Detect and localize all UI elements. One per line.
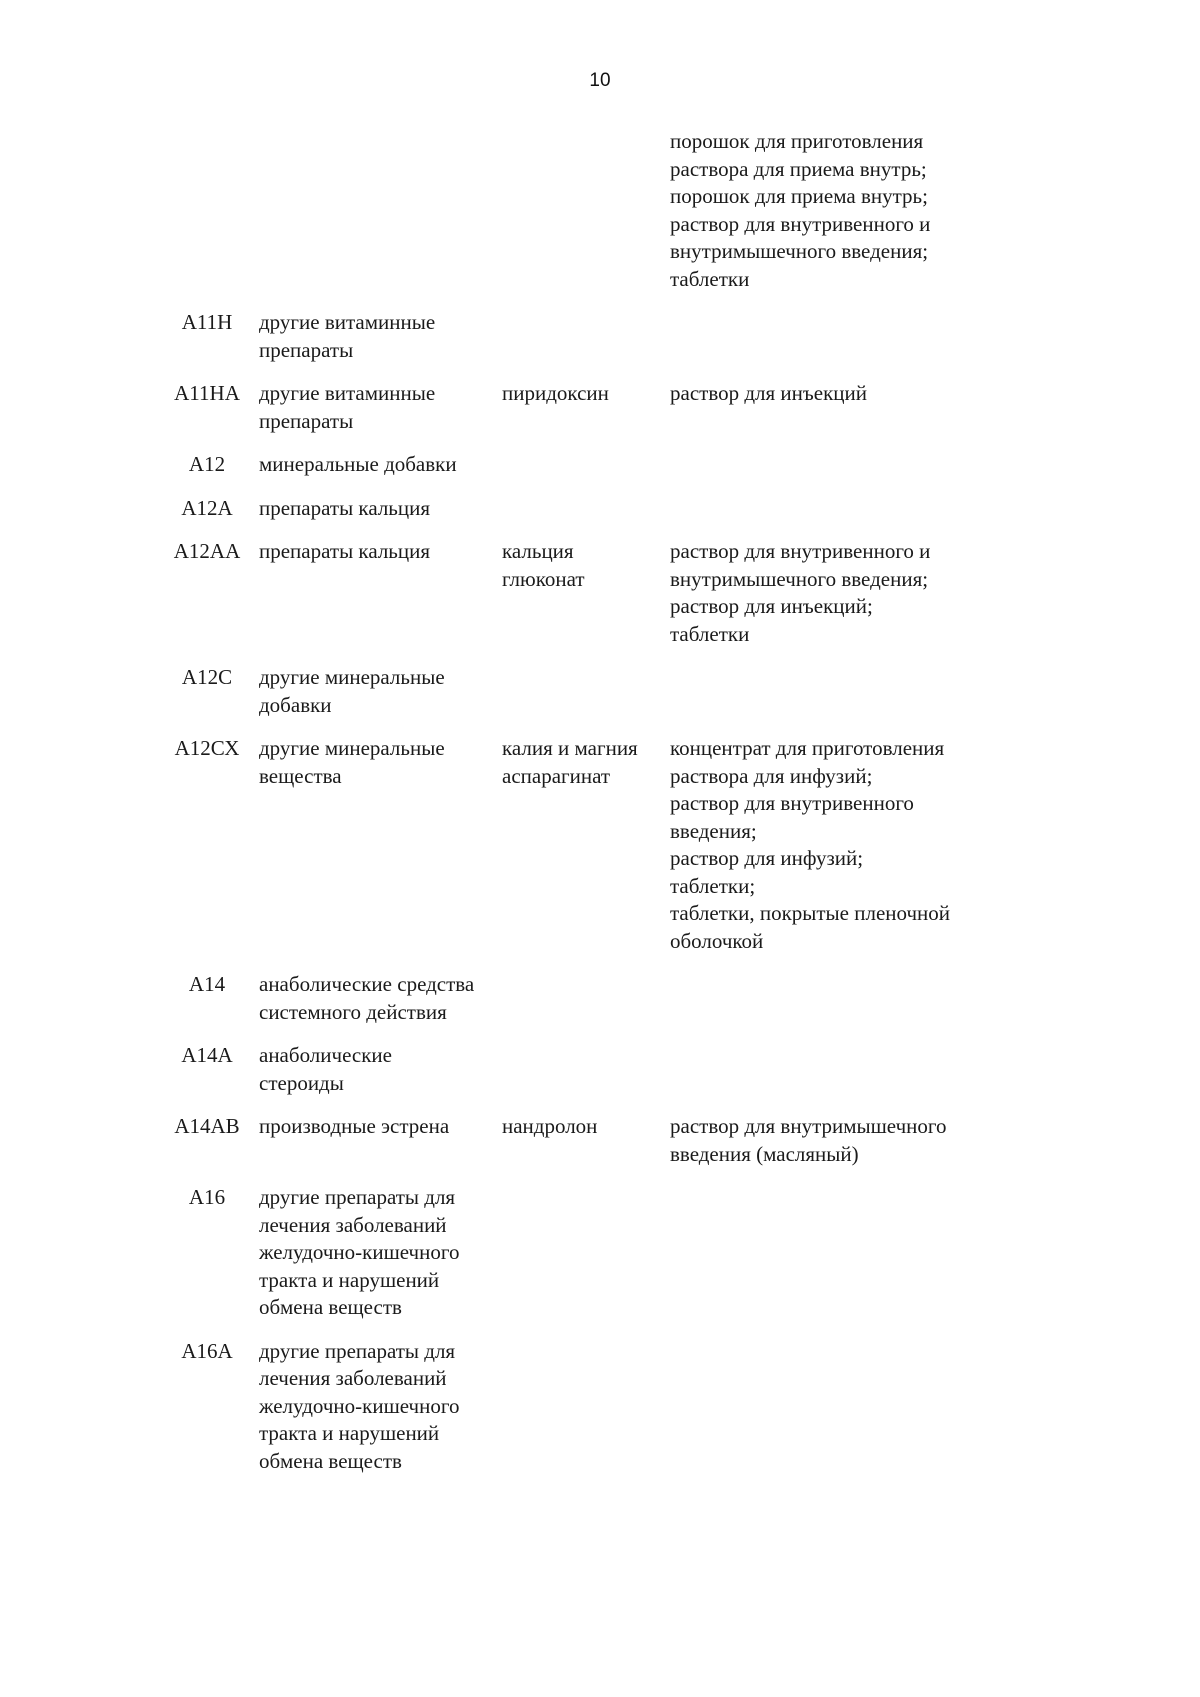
table-row — [170, 1042, 1070, 1097]
table-row — [170, 735, 1070, 955]
group-name: минеральные добавки — [259, 452, 457, 476]
atc-code: А12А — [181, 495, 233, 520]
atc-code: А12 — [188, 452, 226, 476]
group-name: другие витаминные препараты — [259, 310, 436, 362]
dosage-forms: раствор для инъекций — [670, 381, 867, 405]
group-name: другие препараты для лечения заболеваний желудочно-кишечного тракта и нарушений обмена веществ — [259, 1185, 460, 1319]
group-name: другие минеральные вещества — [259, 736, 445, 788]
atc-code: А14АВ — [174, 1114, 240, 1138]
table-row — [170, 538, 1070, 648]
drug-name: нандролон — [502, 1114, 598, 1138]
table-row — [170, 1113, 1070, 1168]
atc-code: А14 — [188, 972, 226, 996]
group-name: анаболические средства системного действия — [259, 972, 475, 1024]
table-row — [170, 664, 1070, 719]
drug-name: пиридоксин — [502, 381, 609, 405]
dosage-forms: концентрат для приготовления раствора для инфузий; раствор для внутривенного введения; раствор для инфузий; таблетки; таблетки, покрытые пленочной оболочкой — [670, 736, 951, 953]
table-row — [170, 128, 1070, 293]
table-row — [170, 309, 1070, 364]
atc-code: А11НА — [174, 381, 240, 405]
dosage-forms: раствор для внутривенного и внутримышечного введения; раствор для инъекций; таблетки — [670, 539, 931, 646]
atc-code: А12АА — [173, 539, 241, 563]
group-name: другие витаминные препараты — [259, 381, 436, 433]
group-name: другие минеральные добавки — [259, 665, 445, 717]
group-name: препараты кальция — [259, 495, 431, 520]
drug-name: калия и магния аспарагинат — [502, 736, 638, 788]
page-number: 10 — [589, 70, 611, 91]
group-name: препараты кальция — [259, 539, 431, 563]
dosage-forms: раствор для внутримышечного введения (масляный) — [670, 1114, 947, 1166]
atc-code: А12СХ — [174, 736, 240, 760]
table-row — [170, 495, 1070, 523]
drug-name: кальция глюконат — [502, 539, 585, 591]
table-row — [170, 451, 1070, 479]
group-name: производные эстрена — [259, 1114, 450, 1138]
table-row — [170, 971, 1070, 1026]
atc-code: А16 — [188, 1185, 226, 1209]
atc-code: А12С — [181, 665, 233, 689]
dosage-forms: порошок для приготовления раствора для приема внутрь; порошок для приема внутрь; раствор для внутривенного и внутримышечного введения; таблетки — [670, 129, 931, 291]
table-row — [170, 1338, 1070, 1476]
table-row — [170, 380, 1070, 435]
atc-code: А16А — [181, 1338, 233, 1363]
drug-table — [170, 128, 1070, 1475]
atc-code: А14А — [181, 1043, 233, 1067]
atc-code: А11Н — [181, 310, 233, 334]
table-row — [170, 1184, 1070, 1322]
group-name: анаболические стероиды — [259, 1043, 392, 1095]
group-name: другие препараты для лечения заболеваний желудочно-кишечного тракта и нарушений обмена веществ — [259, 1338, 460, 1473]
